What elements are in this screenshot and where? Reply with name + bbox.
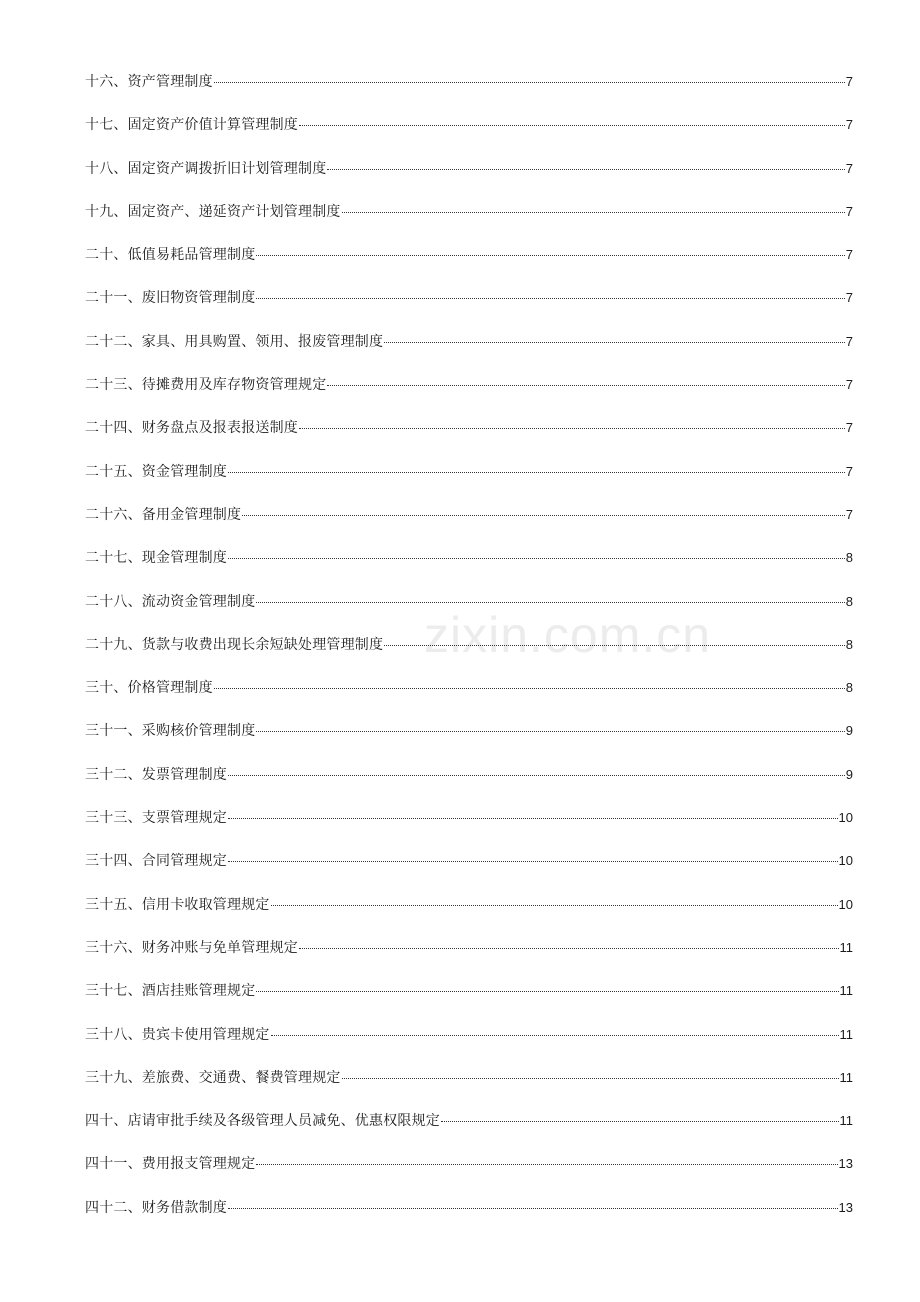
toc-entry[interactable]	[85, 458, 853, 501]
toc-page-number: 7	[845, 333, 853, 349]
toc-page-number: 7	[845, 463, 853, 479]
toc-page-number: 11	[839, 1113, 853, 1129]
toc-entry[interactable]	[85, 674, 853, 717]
toc-entry-title: 二十、低值易耗品管理制度	[85, 247, 256, 264]
toc-entry[interactable]	[85, 414, 853, 457]
toc-entry-title: 十八、固定资产调拨折旧计划管理制度	[85, 160, 327, 177]
toc-entry[interactable]	[85, 804, 853, 847]
toc-page-number: 7	[845, 160, 853, 176]
toc-leader-dots	[342, 211, 845, 213]
toc-leader-dots	[228, 817, 838, 819]
toc-leader-dots	[271, 904, 838, 906]
toc-page-number: 7	[845, 74, 853, 89]
toc-page-number: 11	[839, 983, 853, 999]
toc-page-number: 10	[838, 810, 853, 826]
toc-leader-dots	[256, 297, 844, 299]
toc-entry[interactable]	[85, 284, 853, 327]
toc-entry-title: 三十五、信用卡收取管理规定	[85, 896, 270, 913]
toc-entry[interactable]	[85, 934, 853, 977]
toc-page-number: 7	[845, 290, 853, 306]
toc-entry[interactable]	[85, 1064, 853, 1107]
toc-entry-title: 三十六、财务冲账与免单管理规定	[85, 939, 298, 956]
toc-entry[interactable]	[85, 1194, 853, 1237]
toc-entry-title: 四十、店请审批手续及各级管理人员减免、优惠权限规定	[85, 1113, 440, 1130]
toc-page-number: 9	[845, 723, 853, 739]
toc-entry-title: 二十二、家具、用具购置、领用、报废管理制度	[85, 333, 384, 350]
toc-entry-title: 二十一、废旧物资管理制度	[85, 290, 256, 307]
toc-leader-dots	[327, 384, 844, 386]
toc-entry[interactable]	[85, 977, 853, 1020]
toc-leader-dots	[384, 341, 845, 343]
toc-entry[interactable]	[85, 241, 853, 284]
toc-entry-title: 二十四、财务盘点及报表报送制度	[85, 420, 298, 437]
toc-entry[interactable]	[85, 544, 853, 587]
toc-entry-title: 三十一、采购核价管理制度	[85, 723, 256, 740]
toc-entry[interactable]	[85, 68, 853, 111]
toc-page-number: 7	[845, 420, 853, 436]
toc-entry[interactable]	[85, 501, 853, 544]
toc-leader-dots	[242, 514, 845, 516]
toc-leader-dots	[256, 730, 844, 732]
toc-leader-dots	[228, 557, 845, 559]
toc-entry[interactable]	[85, 891, 853, 934]
toc-entry[interactable]	[85, 111, 853, 154]
toc-leader-dots	[228, 860, 838, 862]
toc-entry[interactable]	[85, 1107, 853, 1150]
toc-leader-dots	[271, 1034, 839, 1036]
table-of-contents	[85, 68, 853, 1237]
toc-page-number: 8	[845, 636, 853, 652]
toc-entry-title: 三十七、酒店挂账管理规定	[85, 983, 256, 1000]
toc-entry[interactable]	[85, 631, 853, 674]
toc-entry-title: 三十九、差旅费、交通费、餐费管理规定	[85, 1069, 341, 1086]
toc-page-number: 8	[845, 593, 853, 609]
toc-page-number: 7	[845, 247, 853, 263]
toc-entry-title: 二十六、备用金管理制度	[85, 506, 242, 523]
toc-entry[interactable]	[85, 198, 853, 241]
toc-entry-title: 十六、资产管理制度	[85, 74, 213, 90]
toc-entry[interactable]	[85, 847, 853, 890]
toc-page-number: 11	[839, 1026, 853, 1042]
toc-leader-dots	[384, 644, 845, 646]
toc-leader-dots	[342, 1077, 839, 1079]
toc-page-number: 8	[845, 550, 853, 566]
toc-entry[interactable]	[85, 371, 853, 414]
toc-leader-dots	[228, 774, 845, 776]
toc-entry[interactable]	[85, 155, 853, 198]
toc-entry-title: 二十七、现金管理制度	[85, 550, 227, 567]
toc-entry-title: 四十一、费用报支管理规定	[85, 1156, 256, 1173]
toc-entry[interactable]	[85, 1150, 853, 1193]
toc-page-number: 10	[838, 853, 853, 869]
toc-entry[interactable]	[85, 761, 853, 804]
toc-entry-title: 三十八、贵宾卡使用管理规定	[85, 1026, 270, 1043]
toc-entry-title: 三十三、支票管理规定	[85, 810, 227, 827]
toc-entry-title: 十七、固定资产价值计算管理制度	[85, 117, 298, 134]
toc-leader-dots	[256, 990, 838, 992]
toc-leader-dots	[299, 124, 845, 126]
toc-entry-title: 三十二、发票管理制度	[85, 766, 227, 783]
toc-leader-dots	[299, 947, 839, 949]
toc-page-number: 7	[845, 506, 853, 522]
toc-entry-title: 四十二、财务借款制度	[85, 1199, 227, 1216]
toc-leader-dots	[214, 687, 845, 689]
toc-entry-title: 二十三、待摊费用及库存物资管理规定	[85, 377, 327, 394]
toc-entry[interactable]	[85, 717, 853, 760]
toc-entry-title: 十九、固定资产、递延资产计划管理制度	[85, 203, 341, 220]
toc-entry-title: 三十四、合同管理规定	[85, 853, 227, 870]
toc-leader-dots	[256, 601, 844, 603]
toc-leader-dots	[228, 471, 845, 473]
toc-leader-dots	[441, 1120, 839, 1122]
toc-entry-title: 二十九、货款与收费出现长余短缺处理管理制度	[85, 636, 384, 653]
toc-entry-title: 二十五、资金管理制度	[85, 463, 227, 480]
toc-page-number: 13	[838, 1199, 853, 1215]
toc-page-number: 7	[845, 117, 853, 133]
toc-entry[interactable]	[85, 588, 853, 631]
toc-page-number: 9	[845, 766, 853, 782]
toc-leader-dots	[214, 81, 845, 83]
toc-leader-dots	[256, 1163, 837, 1165]
toc-leader-dots	[256, 254, 844, 256]
watermark: zixin.com.cn	[424, 607, 712, 663]
toc-page-number: 11	[839, 939, 853, 955]
toc-page-number: 7	[845, 377, 853, 393]
toc-page-number: 13	[838, 1156, 853, 1172]
toc-entry-title: 二十八、流动资金管理制度	[85, 593, 256, 610]
toc-page-number: 10	[838, 896, 853, 912]
toc-entry[interactable]	[85, 328, 853, 371]
toc-leader-dots	[228, 1207, 838, 1209]
toc-page-number: 7	[845, 203, 853, 219]
toc-leader-dots	[327, 168, 844, 170]
toc-entry[interactable]	[85, 1021, 853, 1064]
toc-leader-dots	[299, 427, 845, 429]
toc-page-number: 8	[845, 680, 853, 696]
toc-entry-title: 三十、价格管理制度	[85, 680, 213, 697]
toc-page-number: 11	[839, 1069, 853, 1085]
